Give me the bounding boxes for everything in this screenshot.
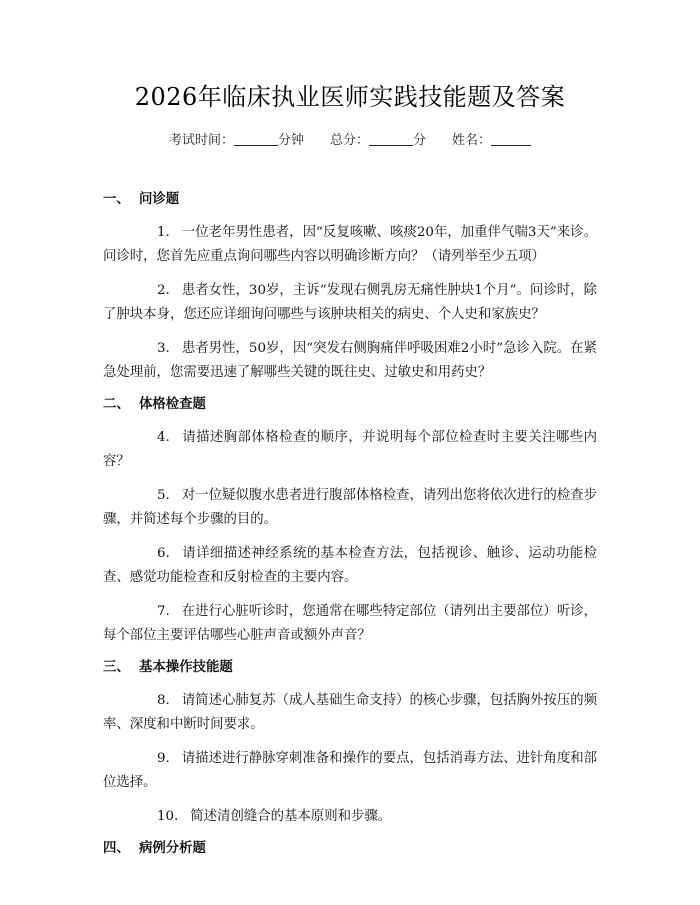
name-blank[interactable] [491, 131, 531, 146]
question-number: 9. [157, 751, 170, 766]
exam-time-blank[interactable] [234, 131, 278, 146]
question-text: 对一位疑似腹水患者进行腹部体格检查，请列出您将依次进行的检查步骤，并简述每个步骤的目的。 [103, 488, 597, 527]
question-number: 4. [157, 430, 170, 445]
question-text: 请详细描述神经系统的基本检查方法，包括视诊、触诊、运动功能检查、感觉功能检查和反射检查的主要内容。 [103, 546, 597, 585]
section-title: 基本操作技能题 [139, 660, 233, 675]
question-text: 在进行心脏听诊时，您通常在哪些特定部位（请列出主要部位）听诊，每个部位主要评估哪些心脏声音或额外声音？ [103, 604, 597, 643]
total-score-unit: 分 [413, 133, 427, 148]
exam-time-unit: 分钟 [277, 133, 304, 148]
exam-time-label: 考试时间： [168, 133, 234, 148]
section-heading [103, 656, 597, 680]
question-item [103, 600, 597, 648]
section-number: 二、 [103, 397, 130, 412]
question-number: 6. [157, 546, 170, 561]
question-number: 1. [157, 225, 170, 240]
question-number: 7. [157, 604, 170, 619]
section-heading [103, 188, 597, 212]
section-number: 三、 [103, 660, 130, 675]
question-text: 请描述进行静脉穿刺准备和操作的要点，包括消毒方法、进针角度和部位选择。 [103, 751, 597, 790]
question-item [103, 689, 597, 737]
name-label: 姓名： [452, 133, 492, 148]
question-number: 5. [157, 488, 170, 503]
section-title: 问诊题 [139, 192, 180, 207]
total-score-blank[interactable] [369, 131, 413, 146]
question-text: 请简述心肺复苏（成人基础生命支持）的核心步骤，包括胸外按压的频率、深度和中断时间要求。 [103, 693, 597, 732]
question-text: 一位老年男性患者，因“反复咳嗽、咳痰20年，加重伴气喘3天”来诊。问诊时，您首先应重点询问哪些内容以明确诊断方向？（请列举至少五项） [103, 225, 597, 264]
name-field [452, 131, 531, 151]
question-item [103, 279, 597, 327]
question-text: 简述清创缝合的基本原则和步骤。 [190, 809, 392, 824]
total-score-field [330, 131, 426, 151]
exam-info-line [0, 131, 700, 151]
question-item [103, 337, 597, 385]
question-item [103, 542, 597, 590]
question-number: 10. [157, 809, 179, 824]
section-heading [103, 837, 597, 861]
total-score-label: 总分： [329, 133, 369, 148]
question-item [103, 747, 597, 795]
question-text: 患者女性，30岁，主诉“发现右侧乳房无痛性肿块1个月”。问诊时，除了肿块本身，您还应详细询问哪些与该肿块相关的病史、个人史和家族史？ [103, 283, 597, 322]
question-text: 请描述胸部体格检查的顺序，并说明每个部位检查时主要关注哪些内容？ [103, 430, 597, 469]
document-body [103, 188, 597, 861]
section-number: 四、 [103, 841, 130, 856]
question-item [103, 805, 597, 829]
section-title: 病例分析题 [139, 841, 206, 856]
section-heading [103, 393, 597, 417]
section-number: 一、 [103, 192, 130, 207]
question-number: 8. [157, 693, 170, 708]
document-title: 2026年临床执业医师实践技能题及答案 [134, 83, 566, 111]
question-number: 3. [157, 341, 170, 356]
exam-time-field [169, 131, 304, 151]
question-number: 2. [157, 283, 170, 298]
question-item [103, 426, 597, 474]
question-item [103, 221, 597, 269]
section-title: 体格检查题 [139, 397, 206, 412]
question-item [103, 484, 597, 532]
question-text: 患者男性，50岁，因“突发右侧胸痛伴呼吸困难2小时”急诊入院。在紧急处理前，您需要迅速了解哪些关键的既往史、过敏史和用药史？ [103, 341, 597, 380]
